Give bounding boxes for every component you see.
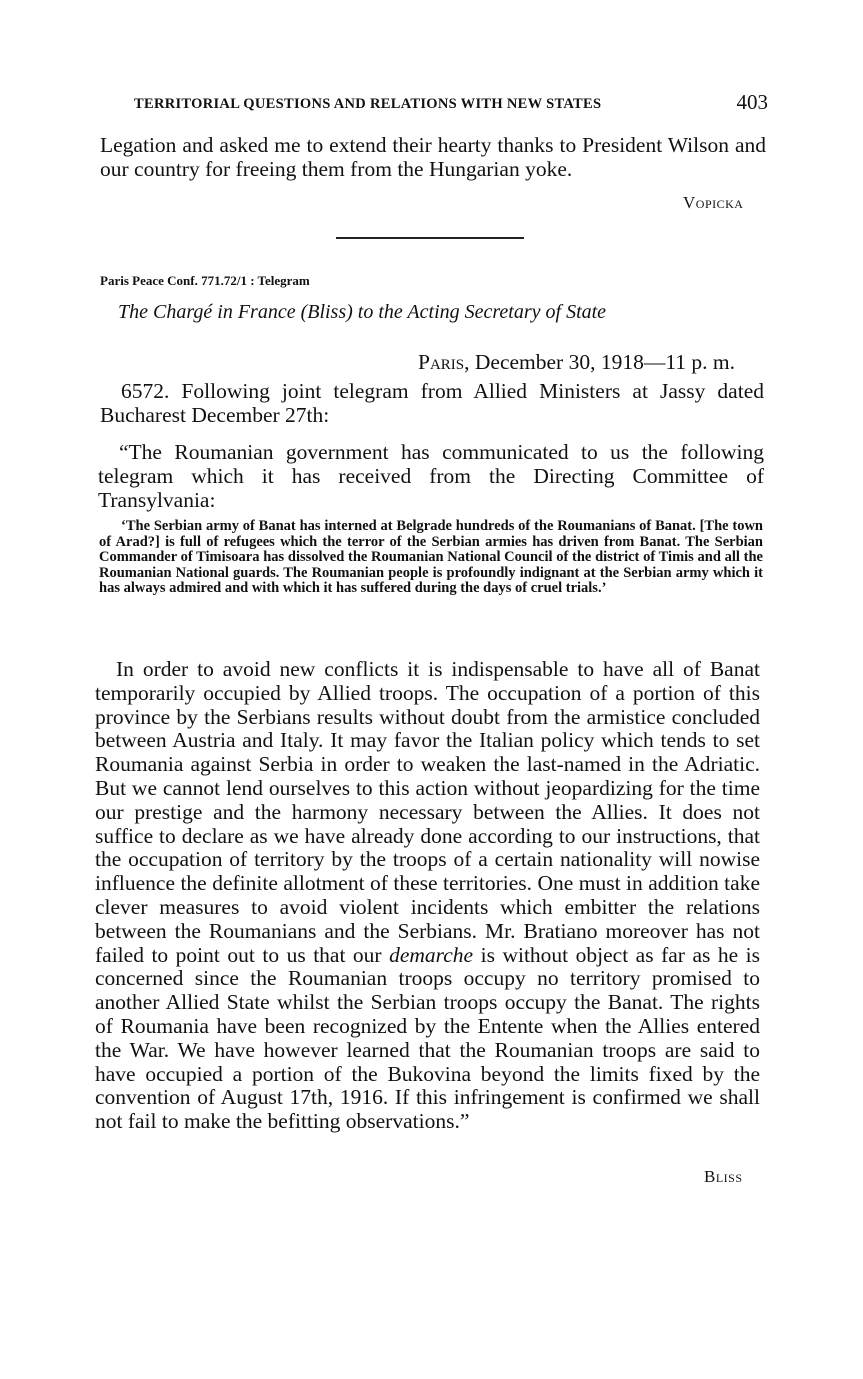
running-title: TERRITORIAL QUESTIONS AND RELATIONS WITH NEW STATES [134, 96, 602, 112]
quote-opening-paragraph: “The Roumanian government has communicated to us the following telegram which it has received from the Directing Committee of Transylvania: [98, 440, 764, 512]
signature-vopicka: Vopicka [683, 193, 744, 212]
dateline-date: December 30, 1918—11 p. m. [469, 350, 736, 374]
file-reference: Paris Peace Conf. 771.72/1 : Telegram [100, 273, 310, 288]
signature-bliss: Bliss [704, 1167, 743, 1186]
page-number: 403 [736, 90, 768, 114]
running-header [134, 90, 768, 120]
main-paragraph [95, 658, 760, 1134]
section-divider [336, 237, 524, 239]
continuation-paragraph: Legation and asked me to extend their hearty thanks to President Wilson and our country for freeing them from the Hungarian yoke. [100, 133, 766, 181]
document-heading: The Chargé in France (Bliss) to the Acting Secretary of State [118, 301, 607, 323]
intro-paragraph: 6572. Following joint telegram from Allied Ministers at Jassy dated Bucharest December 27th: [100, 379, 764, 427]
dateline [418, 350, 735, 375]
main-paragraph-part-1: In order to avoid new conflicts it is indispensable to have all of Banat temporarily occupied by Allied troops. The occupation of a portion of this province by the Serbians results without doubt from the armistice concluded between Austria and Italy. It may favor the Italian policy which tends to set Roumania against Serbia in order to weaken the last-named in the Adriatic. But we cannot lend ourselves to this action without jeopardizing for the time our prestige and the harmony necessary between the Allies. It does not suffice to declare as we have already done according to our instructions, that the occupation of territory by the troops of a certain nationality will nowise influence the definite allotment of these territories. One must in addition take clever measures to avoid violent incidents which embitter the relations between the Roumanians and the Serbians. Mr. Bratiano moreover has not failed to point out to us that our [95, 657, 760, 967]
inner-quote-block: ‘The Serbian army of Banat has interned at Belgrade hundreds of the Roumanians of Banat. [The town of Arad?] is full of refugees which the terror of the Serbian armies has driven from Banat. The Serbian Commander of Timisoara has dissolved the Roumanian National Council of the district of Timis and all the Roumanian National guards. The Roumanian people is profoundly indignant at the Serbian army which it has always admired and with which it has suffered during the days of cruel trials.’ [99, 518, 763, 596]
dateline-place: Paris, [418, 350, 470, 374]
emphasis-demarche: demarche [389, 942, 474, 967]
main-paragraph-part-2: is without object as far as he is concerned since the Roumanian troops occupy no territory promised to another Allied State whilst the Serbian troops occupy the Banat. The rights of Roumania have been recognized by the Entente when the Allies entered the War. We have however learned that the Roumanian troops are said to have occupied a portion of the Bukovina beyond the limits fixed by the convention of August 17th, 1916. If this infringement is confirmed we shall not fail to make the befitting observations.” [95, 942, 761, 1134]
